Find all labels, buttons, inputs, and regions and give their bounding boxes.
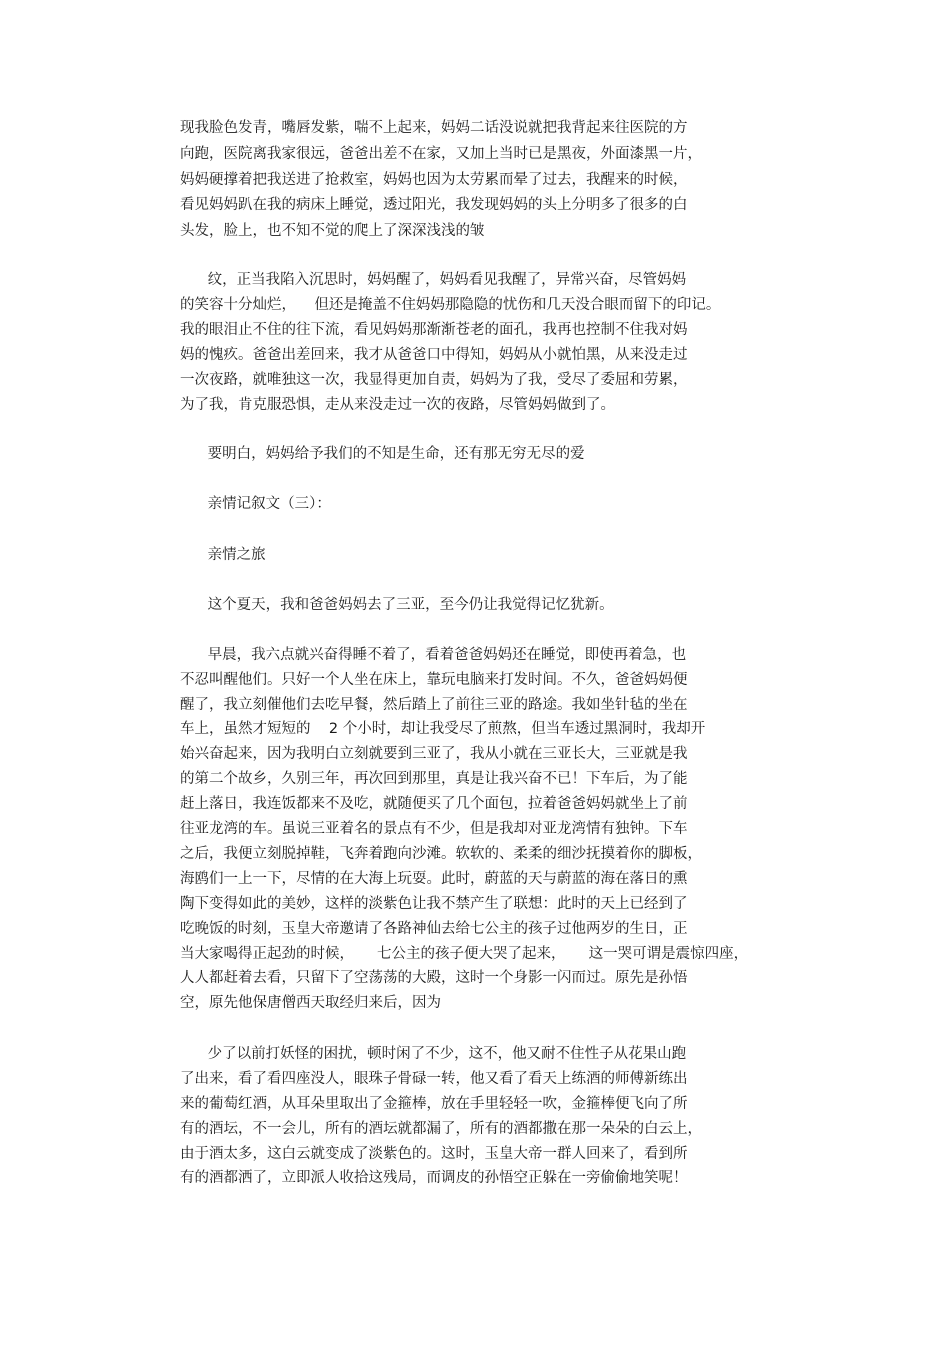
text-line: 车上，虽然才短短的 2 个小时，却让我受尽了煎熬，但当车透过黑洞时，我却开	[180, 721, 706, 737]
text-line: 有的酒坛，不一会儿，所有的酒坛就都漏了，所有的酒都撒在那一朵朵的白云上，	[180, 1121, 702, 1137]
text-line: 早晨，我六点就兴奋得睡不着了，看着爸爸妈妈还在睡觉，即使再着急，也	[180, 647, 687, 663]
text-line: 不忍叫醒他们。只好一个人坐在床上，靠玩电脑来打发时间。不久，爸爸妈妈便	[180, 672, 688, 688]
text-line: 空，原先他保唐僧西天取经归来后，因为	[180, 995, 441, 1011]
text-line: 头发，脸上，也不知不觉的爬上了深深浅浅的皱	[180, 223, 485, 239]
text-line: 向跑，医院离我家很远，爸爸出差不在家，又加上当时已是黑夜，外面漆黑一片，	[180, 146, 702, 162]
section-heading: 亲情记叙文（三）：	[180, 496, 331, 512]
text-line: 往亚龙湾的车。虽说三亚着名的景点有不少，但是我却对亚龙湾情有独钟。下车	[180, 821, 688, 837]
text-line: 当大家喝得正起劲的时候， 七公主的孩子便大哭了起来， 这一哭可谓是震惊四座，	[180, 946, 749, 962]
text-line: 吃晚饭的时刻，玉皇大帝邀请了各路神仙去给七公主的孩子过他两岁的生日，正	[180, 921, 688, 937]
section-title: 亲情之旅	[180, 547, 266, 563]
text-line: 妈的愧疚。爸爸出差回来，我才从爸爸口中得知，妈妈从小就怕黑，从来没走过	[180, 347, 688, 363]
text-line: 醒了，我立刻催他们去吃早餐，然后踏上了前往三亚的路途。我如坐针毡的坐在	[180, 697, 688, 713]
text-line: 人人都赶着去看，只留下了空荡荡的大殿，这时一个身影一闪而过。原先是孙悟	[180, 970, 688, 986]
text-line: 了出来，看了看四座没人，眼珠子骨碌一转，他又看了看天上练酒的师傅新练出	[180, 1071, 688, 1087]
text-line: 来的葡萄红酒，从耳朵里取出了金箍棒，放在手里轻轻一吹，金箍棒便飞向了所	[180, 1096, 688, 1112]
text-line: 陶下变得如此的美妙，这样的淡紫色让我不禁产生了联想：此时的天上已经到了	[180, 896, 688, 912]
text-line: 为了我，肯克服恐惧，走从来没走过一次的夜路，尽管妈妈做到了。	[180, 397, 615, 413]
text-line: 这个夏天，我和爸爸妈妈去了三亚，至今仍让我觉得记忆犹新。	[180, 597, 614, 613]
text-line: 一次夜路，就唯独这一次，我显得更加自责，妈妈为了我，受尽了委屈和劳累，	[180, 372, 688, 388]
text-line: 赶上落日，我连饭都来不及吃，就随便买了几个面包，拉着爸爸妈妈就坐上了前	[180, 796, 688, 812]
text-line: 之后，我便立刻脱掉鞋，飞奔着跑向沙滩。软软的、柔柔的细沙抚摸着你的脚板，	[180, 846, 702, 862]
text-line: 的笑容十分灿烂， 但还是掩盖不住妈妈那隐隐的忧伤和几天没合眼而留下的印记。	[180, 297, 721, 313]
text-line: 少了以前打妖怪的困扰，顿时闲了不少，这不，他又耐不住性子从花果山跑	[180, 1046, 687, 1062]
text-line: 要明白，妈妈给予我们的不知是生命，还有那无穷无尽的爱	[180, 446, 585, 462]
text-line: 海鸥们一上一下，尽情的在大海上玩耍。此时，蔚蓝的天与蔚蓝的海在落日的熏	[180, 871, 688, 887]
text-line: 的第二个故乡，久别三年，再次回到那里，真是让我兴奋不已！下车后，为了能	[180, 771, 688, 787]
text-line: 现我脸色发青，嘴唇发紫，喘不上起来，妈妈二话没说就把我背起来往医院的方	[180, 120, 688, 136]
text-line: 看见妈妈趴在我的病床上睡觉，透过阳光，我发现妈妈的头上分明多了很多的白	[180, 197, 688, 213]
text-line: 妈妈硬撑着把我送进了抢救室，妈妈也因为太劳累而晕了过去，我醒来的时候，	[180, 172, 688, 188]
text-line: 由于酒太多，这白云就变成了淡紫色的。这时，玉皇大帝一群人回来了，看到所	[180, 1146, 688, 1162]
text-line: 纹，正当我陷入沉思时，妈妈醒了，妈妈看见我醒了，异常兴奋，尽管妈妈	[180, 272, 687, 288]
text-line: 有的酒都洒了，立即派人收拾这残局，而调皮的孙悟空正躲在一旁偷偷地笑呢！	[180, 1170, 688, 1186]
text-line: 我的眼泪止不住的往下流，看见妈妈那渐渐苍老的面孔，我再也控制不住我对妈	[180, 322, 688, 338]
text-line: 始兴奋起来，因为我明白立刻就要到三亚了，我从小就在三亚长大，三亚就是我	[180, 746, 688, 762]
